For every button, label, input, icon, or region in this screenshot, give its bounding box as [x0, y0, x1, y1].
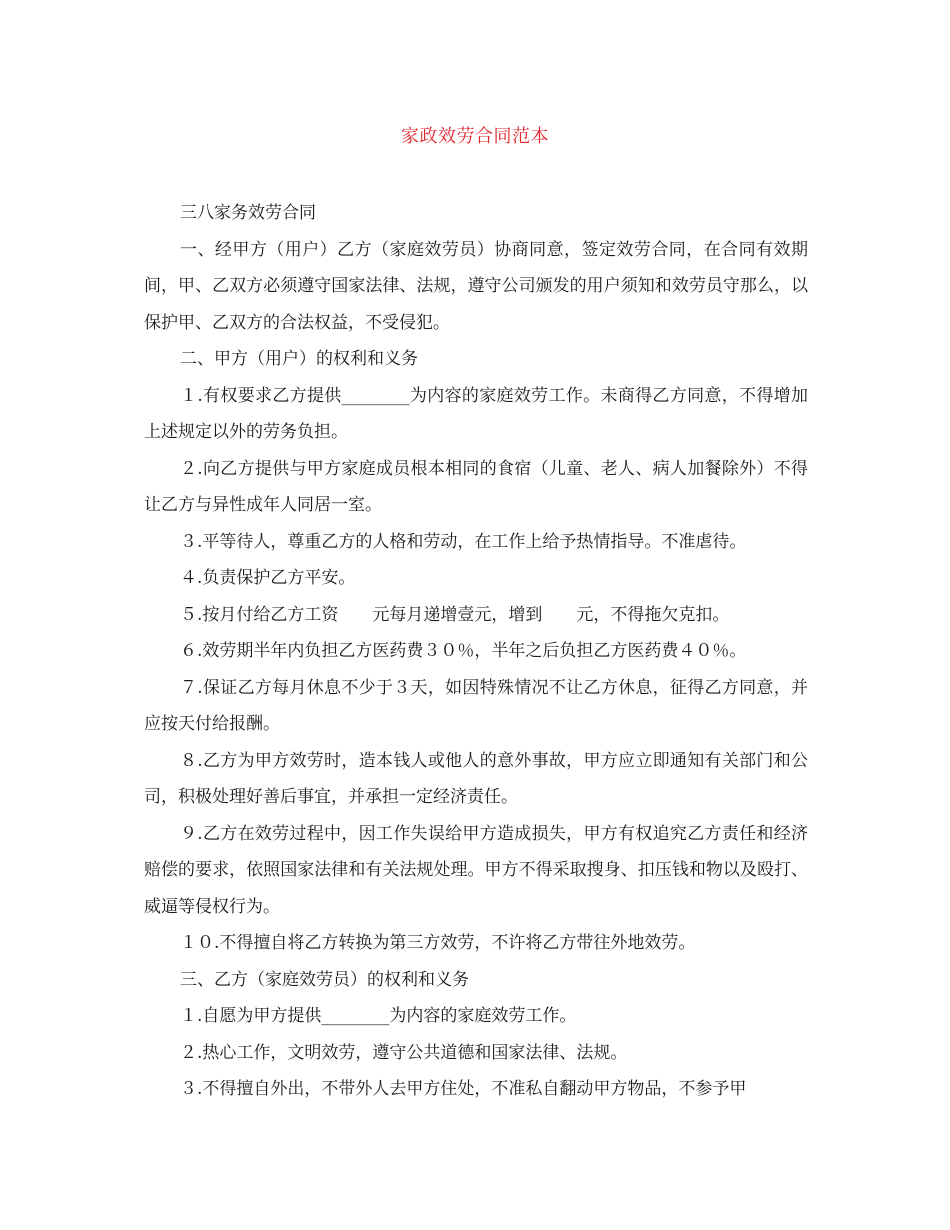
paragraph: ７.保证乙方每月休息不少于３天，如因特殊情况不让乙方休息，征得乙方同意，并应按天付给报酬。	[144, 677, 808, 734]
paragraph: １０.不得擅自将乙方转换为第三方效劳，不许将乙方带往外地效劳。	[180, 933, 696, 953]
paragraph: ２.热心工作，文明效劳，遵守公共道德和国家法律、法规。	[180, 1042, 628, 1063]
paragraph: ６.效劳期半年内负担乙方医药费３０％，半年之后负担乙方医药费４０％。	[180, 641, 747, 661]
paragraph: ５.按月付给乙方工资 元每月递增壹元，增到 元，不得拖欠克扣。	[180, 604, 730, 625]
paragraph: ３.平等待人，尊重乙方的人格和劳动，在工作上给予热情指导。不准虐待。	[180, 531, 747, 552]
paragraph: ２.向乙方提供与甲方家庭成员根本相同的食宿（儿童、老人、病人加餐除外）不得让乙方与异性成年人同居一室。	[144, 458, 808, 515]
paragraph: 一、经甲方（用户）乙方（家庭效劳员）协商同意，签定效劳合同，在合同有效期间，甲、乙双方必须遵守国家法律、法规，遵守公司颁发的用户须知和效劳员守那么，以保护甲、乙双方的合法权益，不受侵犯。	[144, 239, 808, 333]
document-title: 家政效劳合同范本	[401, 126, 549, 147]
document-body	[144, 195, 808, 1108]
paragraph: 三八家务效劳合同	[180, 203, 316, 223]
paragraph: ９.乙方在效劳过程中，因工作失误给甲方造成损失，甲方有权追究乙方责任和经济赔偿的要求，依照国家法律和有关法规处理。甲方不得采取搜身、扣压钱和物以及殴打、威逼等侵权行为。	[144, 823, 808, 917]
section-heading: 三、乙方（家庭效劳员）的权利和义务	[180, 969, 469, 990]
paragraph: ８.乙方为甲方效劳时，造本钱人或他人的意外事故，甲方应立即通知有关部门和公司，积极处理好善后事宜，并承担一定经济责任。	[144, 750, 808, 807]
paragraph: １.自愿为甲方提供________为内容的家庭效劳工作。	[180, 1006, 577, 1026]
paragraph: ３.不得擅自外出，不带外人去甲方住处，不准私自翻动甲方物品，不参予甲	[180, 1079, 747, 1099]
paragraph: １.有权要求乙方提供________为内容的家庭效劳工作。未商得乙方同意，不得增加上述规定以外的劳务负担。	[144, 385, 808, 442]
section-heading: 二、甲方（用户）的权利和义务	[180, 349, 418, 369]
paragraph: ４.负责保护乙方平安。	[180, 568, 356, 588]
